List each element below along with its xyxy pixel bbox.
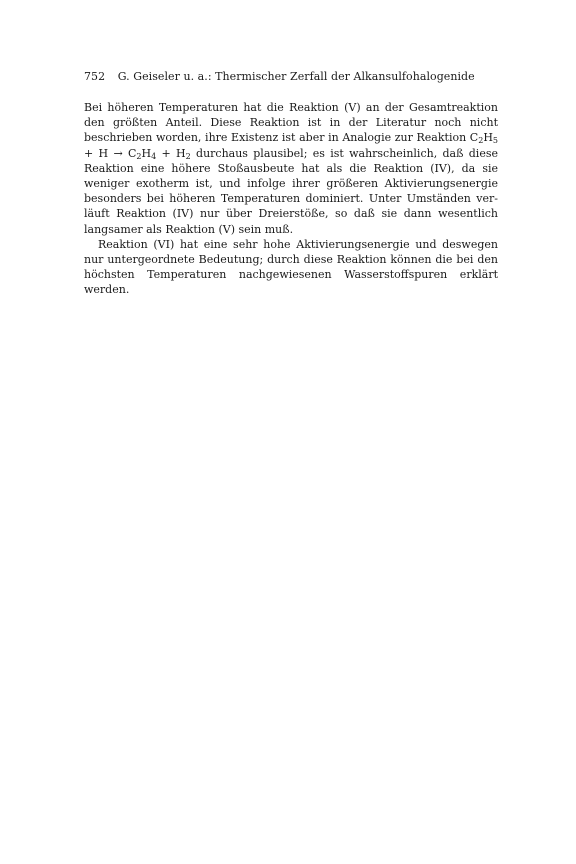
paragraph-1-text-a: Bei höheren Temperaturen hat die Reaktion (V) an der Gesamtreaktion den größten Anteil. Diese Reaktion ist in der Literatur noch nicht beschrieben worden, ihre Existenz ist aber in Analogie zur Reaktion	[84, 101, 498, 145]
page-number: 752	[84, 70, 106, 83]
running-title: G. Geiseler u. a.: Thermischer Zerfall der Alkansulfohalogenide	[117, 70, 475, 83]
paragraph-1	[84, 100, 498, 237]
paragraph-1-text-b: durchaus plausibel; es ist wahrscheinlich, daß diese Reaktion eine höhere Stoßausbeute hat als die Reaktion (IV), da sie weniger exotherm ist, und infolge ihrer größeren Aktivierungsenergie besonders bei höheren Temperaturen dominiert. Unter Umständen verläuft Reaktion (IV) nur über Dreierstöße, so daß sie dann wesentlich langsamer als Reaktion (V) sein muß.	[84, 146, 498, 236]
reaction-equation: $C_2H_5 + H \to C_2H_4 + H_2$	[84, 131, 498, 161]
running-header	[84, 70, 498, 84]
document-page	[84, 70, 498, 298]
paragraph-2: Reaktion (VI) hat eine sehr hohe Aktivierungsenergie und deswegen nur untergeordnete Bedeutung; durch diese Reaktion können die bei den höchsten Temperaturen nachgewiesenen Wasserstoffspuren erklärt werden.	[84, 237, 498, 297]
